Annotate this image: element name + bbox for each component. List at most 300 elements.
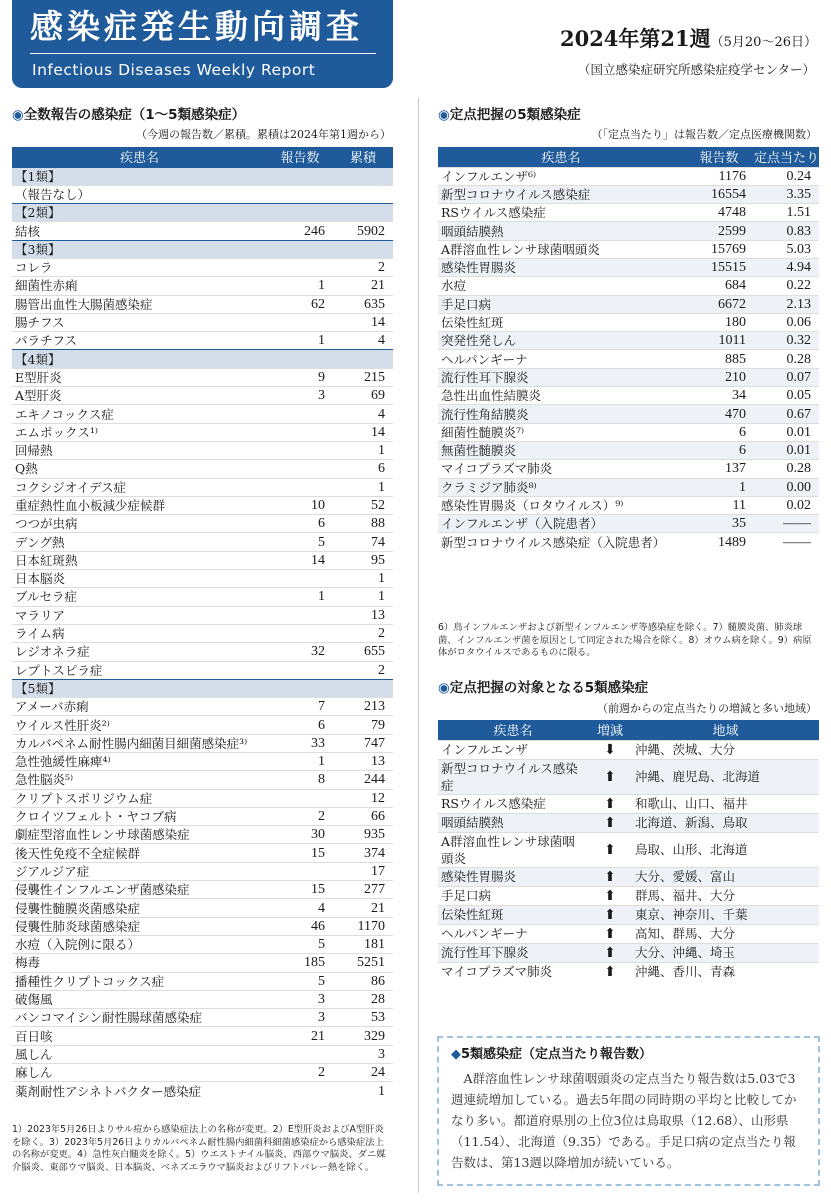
disease-name: レプトスピラ症 xyxy=(12,661,267,679)
cumulative-count: 747 xyxy=(333,734,393,752)
table-row xyxy=(12,295,393,313)
disease-name: ブルセラ症 xyxy=(12,588,267,606)
report-count: 3 xyxy=(267,990,333,1008)
cumulative-count: 24 xyxy=(333,1064,393,1082)
table-row xyxy=(12,423,393,441)
disease-name: つつが虫病 xyxy=(12,515,267,533)
table-row xyxy=(438,240,819,258)
category-row xyxy=(12,350,393,368)
report-count: 33 xyxy=(267,734,333,752)
cumulative-count: 13 xyxy=(333,606,393,624)
disease-name: 水痘（入院例に限る） xyxy=(12,935,267,953)
table-row xyxy=(438,368,819,386)
report-count: 15 xyxy=(267,881,333,899)
report-count xyxy=(267,478,333,496)
arrow-up-icon xyxy=(588,813,632,832)
disease-name: アメーバ赤痢 xyxy=(12,698,267,716)
disease-name: 腸管出血性大腸菌感染症 xyxy=(12,295,267,313)
per-sentinel-value: 0.01 xyxy=(754,423,819,441)
trend-note: （前週からの定点当たりの増減と多い地域） xyxy=(597,702,817,715)
per-sentinel-value: 0.22 xyxy=(754,277,819,295)
report-count: 4748 xyxy=(684,204,754,222)
cumulative-count: 213 xyxy=(333,698,393,716)
cumulative-count: 1 xyxy=(333,588,393,606)
arrow-up-icon: ⬆ xyxy=(604,925,616,942)
week-number: 2024年第21週 xyxy=(559,26,711,51)
arrow-up-icon: ⬆ xyxy=(604,887,616,904)
disease-name: マラリア xyxy=(12,606,267,624)
report-count: 5 xyxy=(267,935,333,953)
arrow-up-icon xyxy=(588,905,632,924)
arrow-up-icon xyxy=(588,867,632,886)
cumulative-count: 86 xyxy=(333,972,393,990)
report-count: 32 xyxy=(267,643,333,661)
notifiable-table-header xyxy=(12,147,393,167)
table-row xyxy=(12,1009,393,1027)
disease-name: エキノコックス症 xyxy=(12,405,267,423)
disease-name: 無菌性髄膜炎 xyxy=(438,441,684,459)
report-count: 15515 xyxy=(684,258,754,276)
report-count xyxy=(267,405,333,423)
region-list: 鳥取、山形、北海道 xyxy=(632,832,819,867)
arrow-up-icon xyxy=(588,886,632,905)
per-sentinel-value: ―― xyxy=(754,515,819,533)
disease-name: ライム病 xyxy=(12,624,267,642)
disease-name: インフルエンザ（入院患者） xyxy=(438,515,684,533)
disease-name: 結核 xyxy=(12,222,267,240)
region-list: 群馬、福井、大分 xyxy=(632,886,819,905)
table-row xyxy=(12,368,393,386)
arrow-up-icon: ⬆ xyxy=(604,963,616,980)
cumulative-count: 17 xyxy=(333,862,393,880)
table-row xyxy=(438,478,819,496)
table-row xyxy=(12,441,393,459)
disease-name: パラチフス xyxy=(12,332,267,350)
table-row xyxy=(438,496,819,514)
disease-name: 回帰熱 xyxy=(12,441,267,459)
disease-name: ヘルパンギーナ xyxy=(438,924,588,943)
disease-name: A群溶血性レンサ球菌咽頭炎 xyxy=(438,832,588,867)
table-row xyxy=(438,886,819,905)
report-count: 185 xyxy=(267,954,333,972)
cumulative-count: 1 xyxy=(333,441,393,459)
table-row xyxy=(438,295,819,313)
report-count: 1011 xyxy=(684,332,754,350)
region-list: 大分、愛媛、富山 xyxy=(632,867,819,886)
disease-name: A群溶血性レンサ球菌咽頭炎 xyxy=(438,240,684,258)
report-count xyxy=(267,313,333,331)
cumulative-count: 2 xyxy=(333,624,393,642)
report-count: 180 xyxy=(684,313,754,331)
region-list: 沖縄、鹿児島、北海道 xyxy=(632,759,819,794)
arrow-up-icon: ⬆ xyxy=(604,944,616,961)
per-sentinel-value: 0.05 xyxy=(754,387,819,405)
notifiable-footnote: 1）2023年5月26日よりサル痘から感染症法上の名称が変更。2）E型肝炎およびA型肝炎を除く。3）2023年5月26日よりカルバペネム耐性腸内細菌科細菌感染症から感染症法上の名称が変更。4）急性灰白髄炎を除く。5）ウエストナイル脳炎、西部ウマ脳炎、ダニ媒介脳炎、東部ウマ脳炎、日本脳炎、ベネズエラウマ脳炎およびリフトバレー熱を除く。 xyxy=(12,1124,386,1173)
summary-title-text: 5類感染症（定点当たり報告数） xyxy=(461,1047,653,1062)
table-row xyxy=(12,606,393,624)
report-count: 1 xyxy=(267,332,333,350)
disease-name: 重症熱性血小板減少症候群 xyxy=(12,496,267,514)
cumulative-count: 6 xyxy=(333,460,393,478)
disease-name: 細菌性赤痢 xyxy=(12,277,267,295)
table-row xyxy=(12,496,393,514)
table-row xyxy=(438,387,819,405)
report-count: 35 xyxy=(684,515,754,533)
table-row xyxy=(438,332,819,350)
table-row xyxy=(12,222,393,240)
cumulative-count: 935 xyxy=(333,826,393,844)
disease-name: （報告なし） xyxy=(12,185,267,203)
table-row xyxy=(12,972,393,990)
disease-name: 腸チフス xyxy=(12,313,267,331)
report-count xyxy=(267,862,333,880)
report-count: 1176 xyxy=(684,167,754,185)
report-count: 9 xyxy=(267,368,333,386)
cumulative-count: 1170 xyxy=(333,917,393,935)
disease-name: 感染性胃腸炎 xyxy=(438,867,588,886)
disease-name: 咽頭結膜熱 xyxy=(438,813,588,832)
report-count: 15769 xyxy=(684,240,754,258)
disease-name: コレラ xyxy=(12,258,267,276)
per-sentinel-value: 1.51 xyxy=(754,204,819,222)
col-per-sentinel: 定点当たり xyxy=(754,147,819,167)
disease-name: カルバペネム耐性腸内細菌目細菌感染症³⁾ xyxy=(12,734,267,752)
disease-name: 薬剤耐性アシネトバクター感染症 xyxy=(12,1082,267,1100)
disease-name: マイコプラズマ肺炎 xyxy=(438,460,684,478)
cumulative-count: 374 xyxy=(333,844,393,862)
per-sentinel-value: 0.00 xyxy=(754,478,819,496)
disease-name: 侵襲性インフルエンザ菌感染症 xyxy=(12,881,267,899)
per-sentinel-value: 0.02 xyxy=(754,496,819,514)
table-row xyxy=(12,826,393,844)
table-row xyxy=(438,832,819,867)
table-row xyxy=(438,277,819,295)
arrow-up-icon: ⬆ xyxy=(604,906,616,923)
disease-name: ウイルス性肝炎²⁾ xyxy=(12,716,267,734)
table-row xyxy=(438,759,819,794)
sentinel-section-title-text: 定点把握の5類感染症 xyxy=(449,107,581,123)
section-bullet-icon: ◉ xyxy=(438,107,450,123)
trend-section-title xyxy=(438,679,648,697)
report-count: 4 xyxy=(267,899,333,917)
report-count: 10 xyxy=(267,496,333,514)
disease-name: バンコマイシン耐性腸球菌感染症 xyxy=(12,1009,267,1027)
cumulative-count: 5251 xyxy=(333,954,393,972)
cumulative-count: 79 xyxy=(333,716,393,734)
report-count: 6 xyxy=(684,441,754,459)
table-row xyxy=(12,698,393,716)
per-sentinel-value: 2.13 xyxy=(754,295,819,313)
report-count: 15 xyxy=(267,844,333,862)
table-row xyxy=(12,624,393,642)
region-list: 和歌山、山口、福井 xyxy=(632,794,819,813)
summary-title xyxy=(451,1046,806,1064)
report-count: 5 xyxy=(267,972,333,990)
table-row xyxy=(438,204,819,222)
arrow-up-icon xyxy=(588,962,632,981)
per-sentinel-value: ―― xyxy=(754,533,819,551)
table-row xyxy=(12,460,393,478)
cumulative-count: 655 xyxy=(333,643,393,661)
cumulative-count: 95 xyxy=(333,551,393,569)
cumulative-count: 12 xyxy=(333,789,393,807)
sentinel-section-title xyxy=(438,106,581,124)
disease-name: 流行性耳下腺炎 xyxy=(438,943,588,962)
table-row xyxy=(12,588,393,606)
disease-name: レジオネラ症 xyxy=(12,643,267,661)
col-region: 地域 xyxy=(632,720,819,740)
per-sentinel-value: 5.03 xyxy=(754,240,819,258)
week-label xyxy=(560,25,817,57)
arrow-up-icon: ⬆ xyxy=(604,841,616,858)
table-row xyxy=(12,990,393,1008)
report-count: 8 xyxy=(267,771,333,789)
per-sentinel-value: 4.94 xyxy=(754,258,819,276)
section-bullet-icon: ◉ xyxy=(12,107,24,123)
report-count xyxy=(267,258,333,276)
disease-name: 劇症型溶血性レンサ球菌感染症 xyxy=(12,826,267,844)
cumulative-count: 69 xyxy=(333,387,393,405)
col-disease: 疾患名 xyxy=(12,147,267,167)
report-count: 246 xyxy=(267,222,333,240)
table-row xyxy=(438,533,819,551)
cumulative-count: 88 xyxy=(333,515,393,533)
arrow-up-icon xyxy=(588,759,632,794)
per-sentinel-value: 0.24 xyxy=(754,167,819,185)
report-count: 2 xyxy=(267,807,333,825)
disease-name: マイコプラズマ肺炎 xyxy=(438,962,588,981)
report-count xyxy=(267,570,333,588)
report-count: 5 xyxy=(267,533,333,551)
table-row xyxy=(12,405,393,423)
table-row xyxy=(12,387,393,405)
report-count: 6 xyxy=(267,716,333,734)
table-row xyxy=(12,661,393,679)
per-sentinel-value: 0.07 xyxy=(754,368,819,386)
cumulative-count: 21 xyxy=(333,899,393,917)
trend-table-header xyxy=(438,720,819,740)
table-row xyxy=(12,332,393,350)
disease-name: 播種性クリプトコックス症 xyxy=(12,972,267,990)
diamond-bullet-icon: ◆ xyxy=(451,1047,461,1062)
table-row xyxy=(12,185,393,203)
cumulative-count: 329 xyxy=(333,1027,393,1045)
cumulative-count xyxy=(333,185,393,203)
col-cumulative: 累積 xyxy=(333,147,393,167)
arrow-down-icon xyxy=(588,740,632,759)
disease-name: インフルエンザ xyxy=(438,740,588,759)
disease-name: 伝染性紅斑 xyxy=(438,313,684,331)
cumulative-count: 66 xyxy=(333,807,393,825)
table-row xyxy=(438,813,819,832)
disease-name: 麻しん xyxy=(12,1064,267,1082)
report-count: 16554 xyxy=(684,185,754,203)
per-sentinel-value: 3.35 xyxy=(754,185,819,203)
disease-name: A型肝炎 xyxy=(12,387,267,405)
summary-box xyxy=(437,1036,820,1186)
disease-name: エムポックス¹⁾ xyxy=(12,423,267,441)
table-row xyxy=(438,460,819,478)
table-row xyxy=(12,734,393,752)
table-row xyxy=(12,881,393,899)
table-row xyxy=(12,1027,393,1045)
report-count xyxy=(267,624,333,642)
table-row xyxy=(12,643,393,661)
disease-name: 日本脳炎 xyxy=(12,570,267,588)
cumulative-count: 277 xyxy=(333,881,393,899)
report-count: 2 xyxy=(267,1064,333,1082)
col-count: 報告数 xyxy=(267,147,333,167)
disease-name: デング熱 xyxy=(12,533,267,551)
table-row xyxy=(438,740,819,759)
disease-name: 感染性胃腸炎 xyxy=(438,258,684,276)
report-count xyxy=(267,661,333,679)
report-count: 210 xyxy=(684,368,754,386)
col-change: 増減 xyxy=(588,720,632,740)
report-count: 1 xyxy=(267,753,333,771)
table-row xyxy=(12,478,393,496)
disease-name: 流行性耳下腺炎 xyxy=(438,368,684,386)
title-divider xyxy=(30,53,376,54)
table-row xyxy=(12,533,393,551)
region-list: 大分、沖縄、埼玉 xyxy=(632,943,819,962)
per-sentinel-value: 0.28 xyxy=(754,460,819,478)
disease-name: 流行性角結膜炎 xyxy=(438,405,684,423)
region-list: 沖縄、香川、青森 xyxy=(632,962,819,981)
report-count: 30 xyxy=(267,826,333,844)
table-row xyxy=(438,167,819,185)
table-row xyxy=(438,258,819,276)
per-sentinel-value: 0.06 xyxy=(754,313,819,331)
report-subtitle: Infectious Diseases Weekly Report xyxy=(32,61,316,79)
per-sentinel-value: 0.32 xyxy=(754,332,819,350)
category-row xyxy=(12,204,393,222)
col-count: 報告数 xyxy=(684,147,754,167)
table-row xyxy=(12,313,393,331)
report-count: 2599 xyxy=(684,222,754,240)
arrow-up-icon xyxy=(588,924,632,943)
table-row xyxy=(438,423,819,441)
report-count: 137 xyxy=(684,460,754,478)
report-count: 3 xyxy=(267,1009,333,1027)
cumulative-count: 244 xyxy=(333,771,393,789)
report-count: 14 xyxy=(267,551,333,569)
category-label: 【2類】 xyxy=(12,204,393,222)
disease-name: クリプトスポリジウム症 xyxy=(12,789,267,807)
report-title: 感染症発生動向調査 xyxy=(30,7,363,46)
table-row xyxy=(438,313,819,331)
trend-section-title-text: 定点把握の対象となる5類感染症 xyxy=(449,680,649,696)
report-count: 62 xyxy=(267,295,333,313)
report-count: 34 xyxy=(684,387,754,405)
disease-name: クラミジア肺炎⁸⁾ xyxy=(438,478,684,496)
disease-name: 風しん xyxy=(12,1045,267,1063)
table-row xyxy=(12,844,393,862)
disease-name: コクシジオイデス症 xyxy=(12,478,267,496)
disease-name: 新型コロナウイルス感染症 xyxy=(438,185,684,203)
cumulative-count: 181 xyxy=(333,935,393,953)
cumulative-count: 635 xyxy=(333,295,393,313)
disease-name: 急性弛緩性麻痺⁴⁾ xyxy=(12,753,267,771)
cumulative-count: 74 xyxy=(333,533,393,551)
disease-name: RSウイルス感染症 xyxy=(438,204,684,222)
trend-table xyxy=(438,720,819,981)
cumulative-count: 2 xyxy=(333,258,393,276)
category-label: 【4類】 xyxy=(12,350,393,368)
table-row xyxy=(12,258,393,276)
report-count: 46 xyxy=(267,917,333,935)
notifiable-section-title-text: 全数報告の感染症（1～5類感染症） xyxy=(23,107,246,123)
disease-name: 突発性発しん xyxy=(438,332,684,350)
table-row xyxy=(12,899,393,917)
disease-name: RSウイルス感染症 xyxy=(438,794,588,813)
report-title-banner xyxy=(12,0,393,88)
disease-name: 感染性胃腸炎（ロタウイルス）⁹⁾ xyxy=(438,496,684,514)
report-count xyxy=(267,789,333,807)
table-row xyxy=(438,905,819,924)
table-row xyxy=(12,515,393,533)
category-row xyxy=(12,679,393,697)
disease-name: 新型コロナウイルス感染症 xyxy=(438,759,588,794)
cumulative-count: 2 xyxy=(333,661,393,679)
cumulative-count: 5902 xyxy=(333,222,393,240)
table-row xyxy=(12,917,393,935)
disease-name: クロイツフェルト・ヤコブ病 xyxy=(12,807,267,825)
report-count: 6 xyxy=(684,423,754,441)
arrow-up-icon xyxy=(588,943,632,962)
section-bullet-icon: ◉ xyxy=(438,680,450,696)
report-count xyxy=(267,1082,333,1100)
report-count: 684 xyxy=(684,277,754,295)
table-row xyxy=(438,350,819,368)
report-count: 21 xyxy=(267,1027,333,1045)
col-disease: 疾患名 xyxy=(438,147,684,167)
disease-name: 急性出血性結膜炎 xyxy=(438,387,684,405)
week-range: （5月20～26日） xyxy=(710,35,817,50)
per-sentinel-value: 0.83 xyxy=(754,222,819,240)
table-row xyxy=(438,185,819,203)
arrow-down-icon: ⬇ xyxy=(604,741,616,758)
disease-name: 梅毒 xyxy=(12,954,267,972)
cumulative-count: 1 xyxy=(333,478,393,496)
category-row xyxy=(12,240,393,258)
arrow-up-icon xyxy=(588,832,632,867)
report-count xyxy=(267,441,333,459)
cumulative-count: 3 xyxy=(333,1045,393,1063)
table-row xyxy=(438,962,819,981)
table-row xyxy=(438,924,819,943)
report-count: 1 xyxy=(684,478,754,496)
table-row xyxy=(12,551,393,569)
report-count: 11 xyxy=(684,496,754,514)
cumulative-count: 4 xyxy=(333,405,393,423)
arrow-up-icon: ⬆ xyxy=(604,768,616,785)
report-count: 3 xyxy=(267,387,333,405)
cumulative-count: 28 xyxy=(333,990,393,1008)
table-row xyxy=(12,277,393,295)
table-row xyxy=(12,1045,393,1063)
cumulative-count: 215 xyxy=(333,368,393,386)
table-row xyxy=(438,405,819,423)
disease-name: 急性脳炎⁵⁾ xyxy=(12,771,267,789)
table-row xyxy=(12,789,393,807)
report-count xyxy=(267,460,333,478)
table-row xyxy=(12,954,393,972)
disease-name: 百日咳 xyxy=(12,1027,267,1045)
category-label: 【1類】 xyxy=(12,167,393,185)
disease-name: 咽頭結膜熱 xyxy=(438,222,684,240)
disease-name: 細菌性髄膜炎⁷⁾ xyxy=(438,423,684,441)
